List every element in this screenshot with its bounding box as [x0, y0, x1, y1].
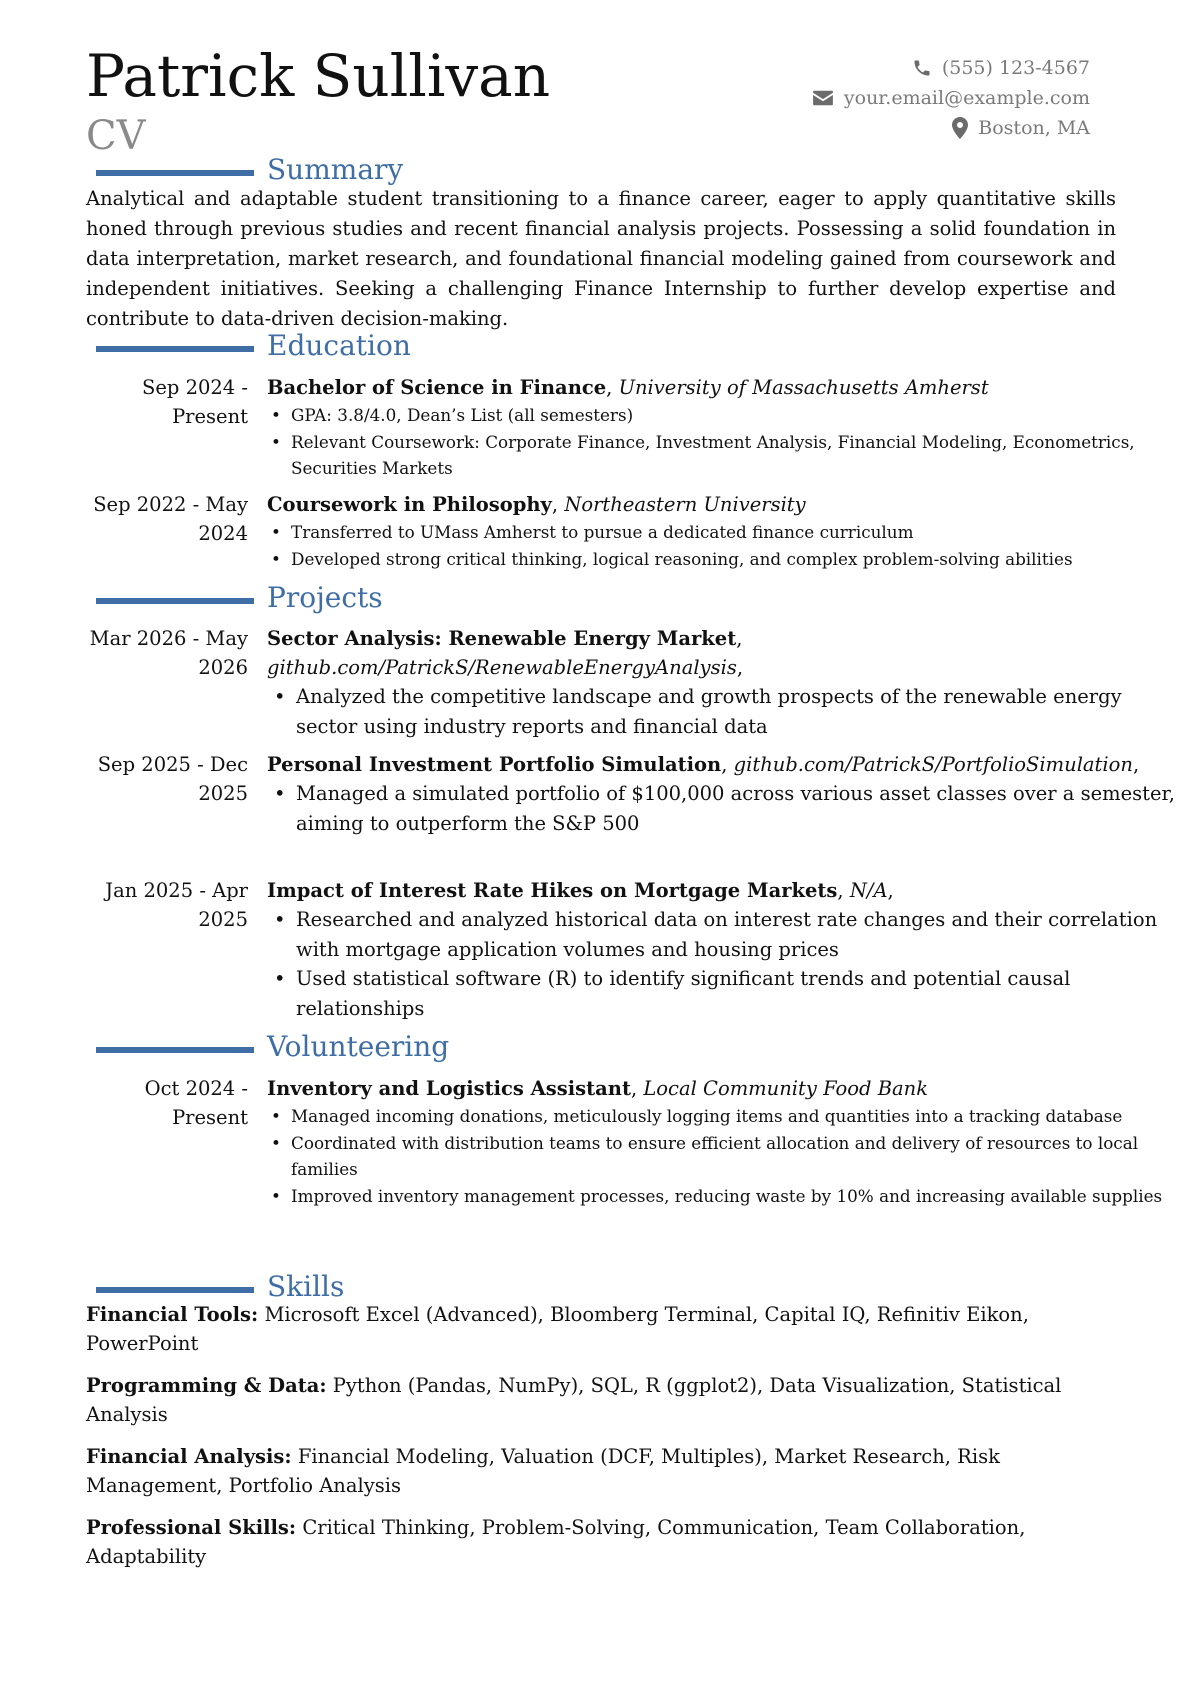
bullet-item: • Relevant Coursework: Corporate Finance, Investment Analysis, Financial Modeling, Econometrics, Securities Markets	[267, 429, 1187, 482]
entry-heading: Personal Investment Portfolio Simulation, github.com/PatrickS/PortfolioSimulation,	[267, 753, 1140, 776]
phone-icon	[912, 58, 932, 78]
section-education-header	[96, 328, 1096, 364]
entry-heading: Impact of Interest Rate Hikes on Mortgage Markets, N/A,	[267, 879, 894, 902]
entry-date: Sep 2024 - Present	[142, 376, 248, 428]
entry-date: Sep 2025 - Dec 2025	[97, 753, 248, 805]
project-link[interactable]: github.com/PatrickS/PortfolioSimulation	[733, 753, 1133, 776]
skill-value: Python (Pandas, NumPy), SQL, R (ggplot2), Data Visualization, Statistical Analysis	[86, 1374, 1062, 1426]
entry-org: Local Community Food Bank	[643, 1077, 929, 1100]
skill-line	[86, 1513, 1116, 1571]
bullet-item: • Analyzed the competitive landscape and growth prospects of the renewable energy sector using industry reports and financial data	[267, 682, 1187, 741]
entry-title: Impact of Interest Rate Hikes on Mortgage Markets	[267, 879, 838, 902]
entry-title: Bachelor of Science in Finance	[267, 376, 607, 399]
bullet-item: • Researched and analyzed historical data on interest rate changes and their correlation with mortgage application volumes and housing prices	[267, 905, 1187, 964]
person-name: Patrick Sullivan	[86, 42, 551, 110]
entry-date: Oct 2024 - Present	[144, 1077, 248, 1129]
location-text: Boston, MA	[978, 117, 1090, 139]
summary-text: Analytical and adaptable student transitioning to a finance career, eager to apply quantitative skills honed through previous studies and recent financial analysis projects. Possessing a solid foundation in data interpretation, market research, and foundational financial modeling gained from coursework and independent initiatives. Seeking a challenging Finance Internship to further develop expertise and contribute to data-driven decision-making.	[86, 187, 1116, 330]
entry-heading: Sector Analysis: Renewable Energy Market, github.com/PatrickS/RenewableEnergyAnalysis,	[267, 627, 744, 679]
bullet-item: • GPA: 3.8/4.0, Dean’s List (all semesters)	[267, 402, 1187, 429]
section-projects-header	[96, 580, 1096, 616]
section-title: Volunteering	[267, 1030, 450, 1063]
entry-bullets	[267, 779, 1187, 838]
section-title: Education	[267, 329, 411, 362]
skill-value: Critical Thinking, Problem-Solving, Communication, Team Collaboration, Adaptability	[86, 1516, 1026, 1568]
section-bar	[96, 1047, 254, 1053]
entry-title: Coursework in Philosophy	[267, 493, 552, 516]
section-title: Skills	[267, 1270, 345, 1303]
bullet-item: • Developed strong critical thinking, logical reasoning, and complex problem-solving abilities	[267, 546, 1187, 573]
entry-bullets	[267, 402, 1187, 482]
contact-email[interactable]	[812, 83, 1090, 113]
email-address: your.email@example.com	[843, 87, 1090, 109]
section-title: Projects	[267, 581, 383, 614]
contact-location	[812, 113, 1090, 143]
section-title: Summary	[267, 153, 404, 186]
section-bar	[96, 598, 254, 604]
skill-label: Programming & Data:	[86, 1374, 327, 1397]
section-bar	[96, 1287, 254, 1293]
skill-label: Professional Skills:	[86, 1516, 297, 1539]
bullet-item: • Used statistical software (R) to identify significant trends and potential causal relationships	[267, 964, 1187, 1023]
skill-value: Microsoft Excel (Advanced), Bloomberg Terminal, Capital IQ, Refinitiv Eikon, PowerPoint	[86, 1303, 1029, 1355]
entry-org: Northeastern University	[564, 493, 806, 516]
entry-bullets	[267, 1103, 1187, 1209]
bullet-item: • Managed a simulated portfolio of $100,000 across various asset classes over a semester, aiming to outperform the S&P 500	[267, 779, 1187, 838]
entry-date: Sep 2022 - May 2024	[93, 493, 248, 545]
section-volunteering-header	[96, 1029, 1096, 1065]
entry-date: Jan 2025 - Apr 2025	[105, 879, 248, 931]
entry-bullets	[267, 682, 1187, 741]
section-bar	[96, 170, 254, 176]
skill-line	[86, 1442, 1116, 1500]
section-summary-header	[96, 152, 1096, 188]
bullet-item: • Improved inventory management processes, reducing waste by 10% and increasing available supplies	[267, 1183, 1187, 1210]
entry-date: Mar 2026 - May 2026	[89, 627, 248, 679]
entry-heading: Inventory and Logistics Assistant, Local Community Food Bank	[267, 1077, 929, 1100]
entry-title: Personal Investment Portfolio Simulation	[267, 753, 722, 776]
project-link[interactable]: github.com/PatrickS/RenewableEnergyAnalysis	[267, 656, 737, 679]
bullet-item: • Coordinated with distribution teams to ensure efficient allocation and delivery of resources to local families	[267, 1130, 1187, 1183]
map-marker-icon	[952, 117, 968, 139]
envelope-icon	[812, 89, 834, 107]
entry-title: Inventory and Logistics Assistant	[267, 1077, 631, 1100]
skill-value: Financial Modeling, Valuation (DCF, Multiples), Market Research, Risk Management, Portfolio Analysis	[86, 1445, 1000, 1497]
entry-title: Sector Analysis: Renewable Energy Market	[267, 627, 737, 650]
contact-info	[812, 53, 1090, 143]
entry-heading: Bachelor of Science in Finance, University of Massachusetts Amherst	[267, 376, 989, 399]
skill-line	[86, 1300, 1116, 1358]
entry-heading: Coursework in Philosophy, Northeastern University	[267, 493, 806, 516]
entry-bullets	[267, 905, 1187, 1023]
skill-label: Financial Analysis:	[86, 1445, 292, 1468]
entry-bullets	[267, 519, 1187, 572]
bullet-item: • Transferred to UMass Amherst to pursue a dedicated finance curriculum	[267, 519, 1187, 546]
entry-org: University of Massachusetts Amherst	[618, 376, 989, 399]
skill-line	[86, 1371, 1116, 1429]
bullet-item: • Managed incoming donations, meticulously logging items and quantities into a tracking database	[267, 1103, 1187, 1130]
document-subtitle: CV	[86, 113, 146, 159]
section-bar	[96, 346, 254, 352]
project-link: N/A	[849, 879, 888, 902]
contact-phone[interactable]	[812, 53, 1090, 83]
phone-number: (555) 123-4567	[941, 57, 1090, 79]
skill-label: Financial Tools:	[86, 1303, 259, 1326]
